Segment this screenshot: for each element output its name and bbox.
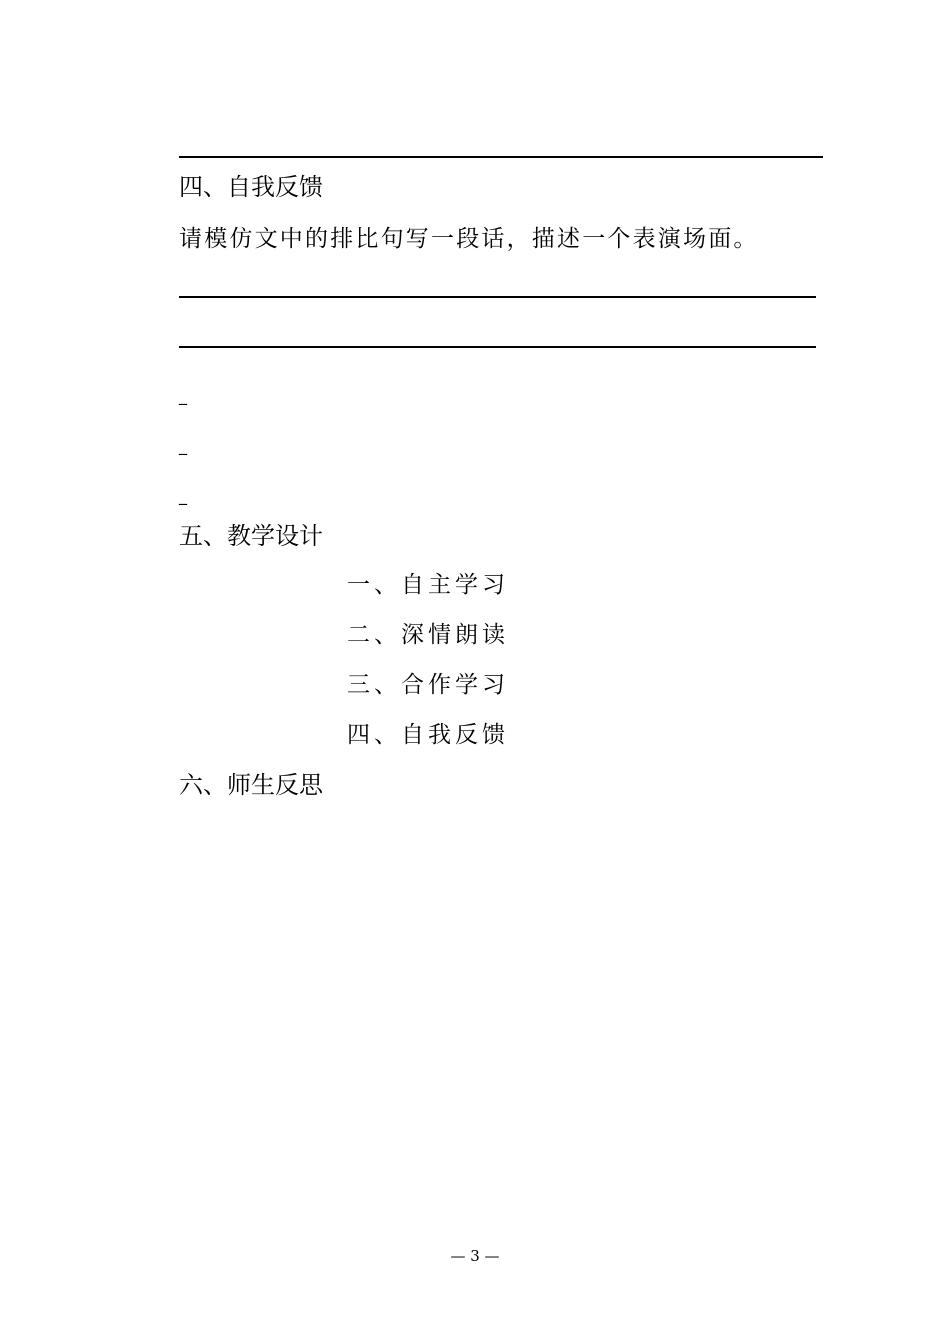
feedback-prompt: 请模仿文中的排比句写一段话，描述一个表演场面。 <box>179 226 759 252</box>
answer-line-1 <box>179 296 816 298</box>
page-number: — 3 — <box>450 1247 500 1265</box>
blank-mark-2: _ <box>179 436 187 455</box>
reflection-heading: 六、师生反思 <box>179 771 323 799</box>
answer-line-2 <box>179 346 816 348</box>
outline-item-2: 二、深情朗读 <box>347 622 509 648</box>
outline-item-3: 三、合作学习 <box>347 672 509 698</box>
feedback-heading: 四、自我反馈 <box>179 173 323 201</box>
top-answer-line <box>179 156 823 158</box>
blank-mark-1: _ <box>179 386 187 405</box>
outline-item-1: 一、自主学习 <box>347 572 509 598</box>
design-heading: 五、教学设计 <box>179 522 323 550</box>
outline-item-4: 四、自我反馈 <box>347 722 509 748</box>
blank-mark-3: _ <box>179 486 187 505</box>
